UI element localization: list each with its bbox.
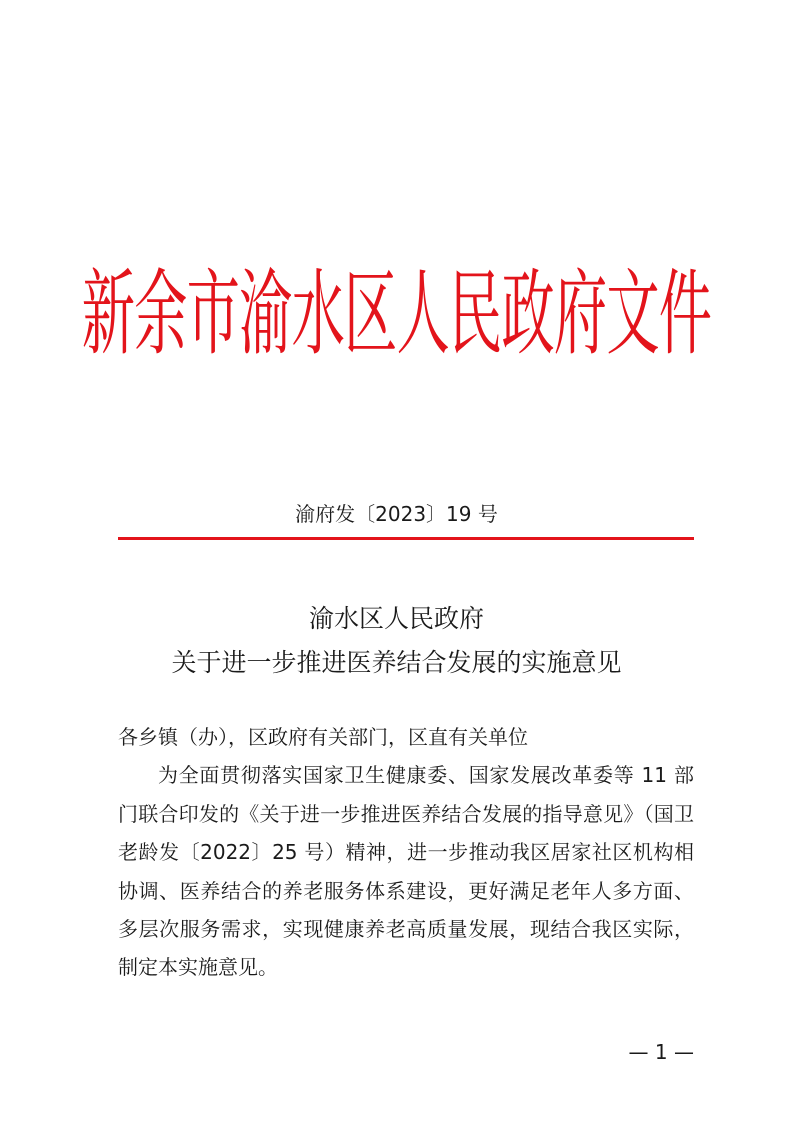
- document-title: [0, 597, 793, 685]
- document-body: [118, 718, 694, 987]
- document-number: 渝府发〔2023〕19 号: [295, 502, 498, 526]
- body-paragraph: 为全面贯彻落实国家卫生健康委、国家发展改革委等 11 部门联合印发的《关于进一步推进医养结合发展的指导意见》（国卫老龄发〔2022〕25 号）精神，进一步推动我区居家社区机构相协调、医养结合的养老服务体系建设，更好满足老年人多方面、多层次服务需求，实现健康养老高质量发展，现结合我区实际，制定本实施意见。: [118, 763, 694, 980]
- red-divider-line: [118, 537, 694, 540]
- title-subject: 关于进一步推进医养结合发展的实施意见: [171, 648, 622, 677]
- masthead-title: 新余市渝水区人民政府文件: [81, 259, 712, 369]
- title-issuer: 渝水区人民政府: [308, 604, 484, 633]
- page-number: — 1 —: [628, 1040, 694, 1064]
- addressee: 各乡镇（办），区政府有关部门，区直有关单位: [118, 725, 528, 749]
